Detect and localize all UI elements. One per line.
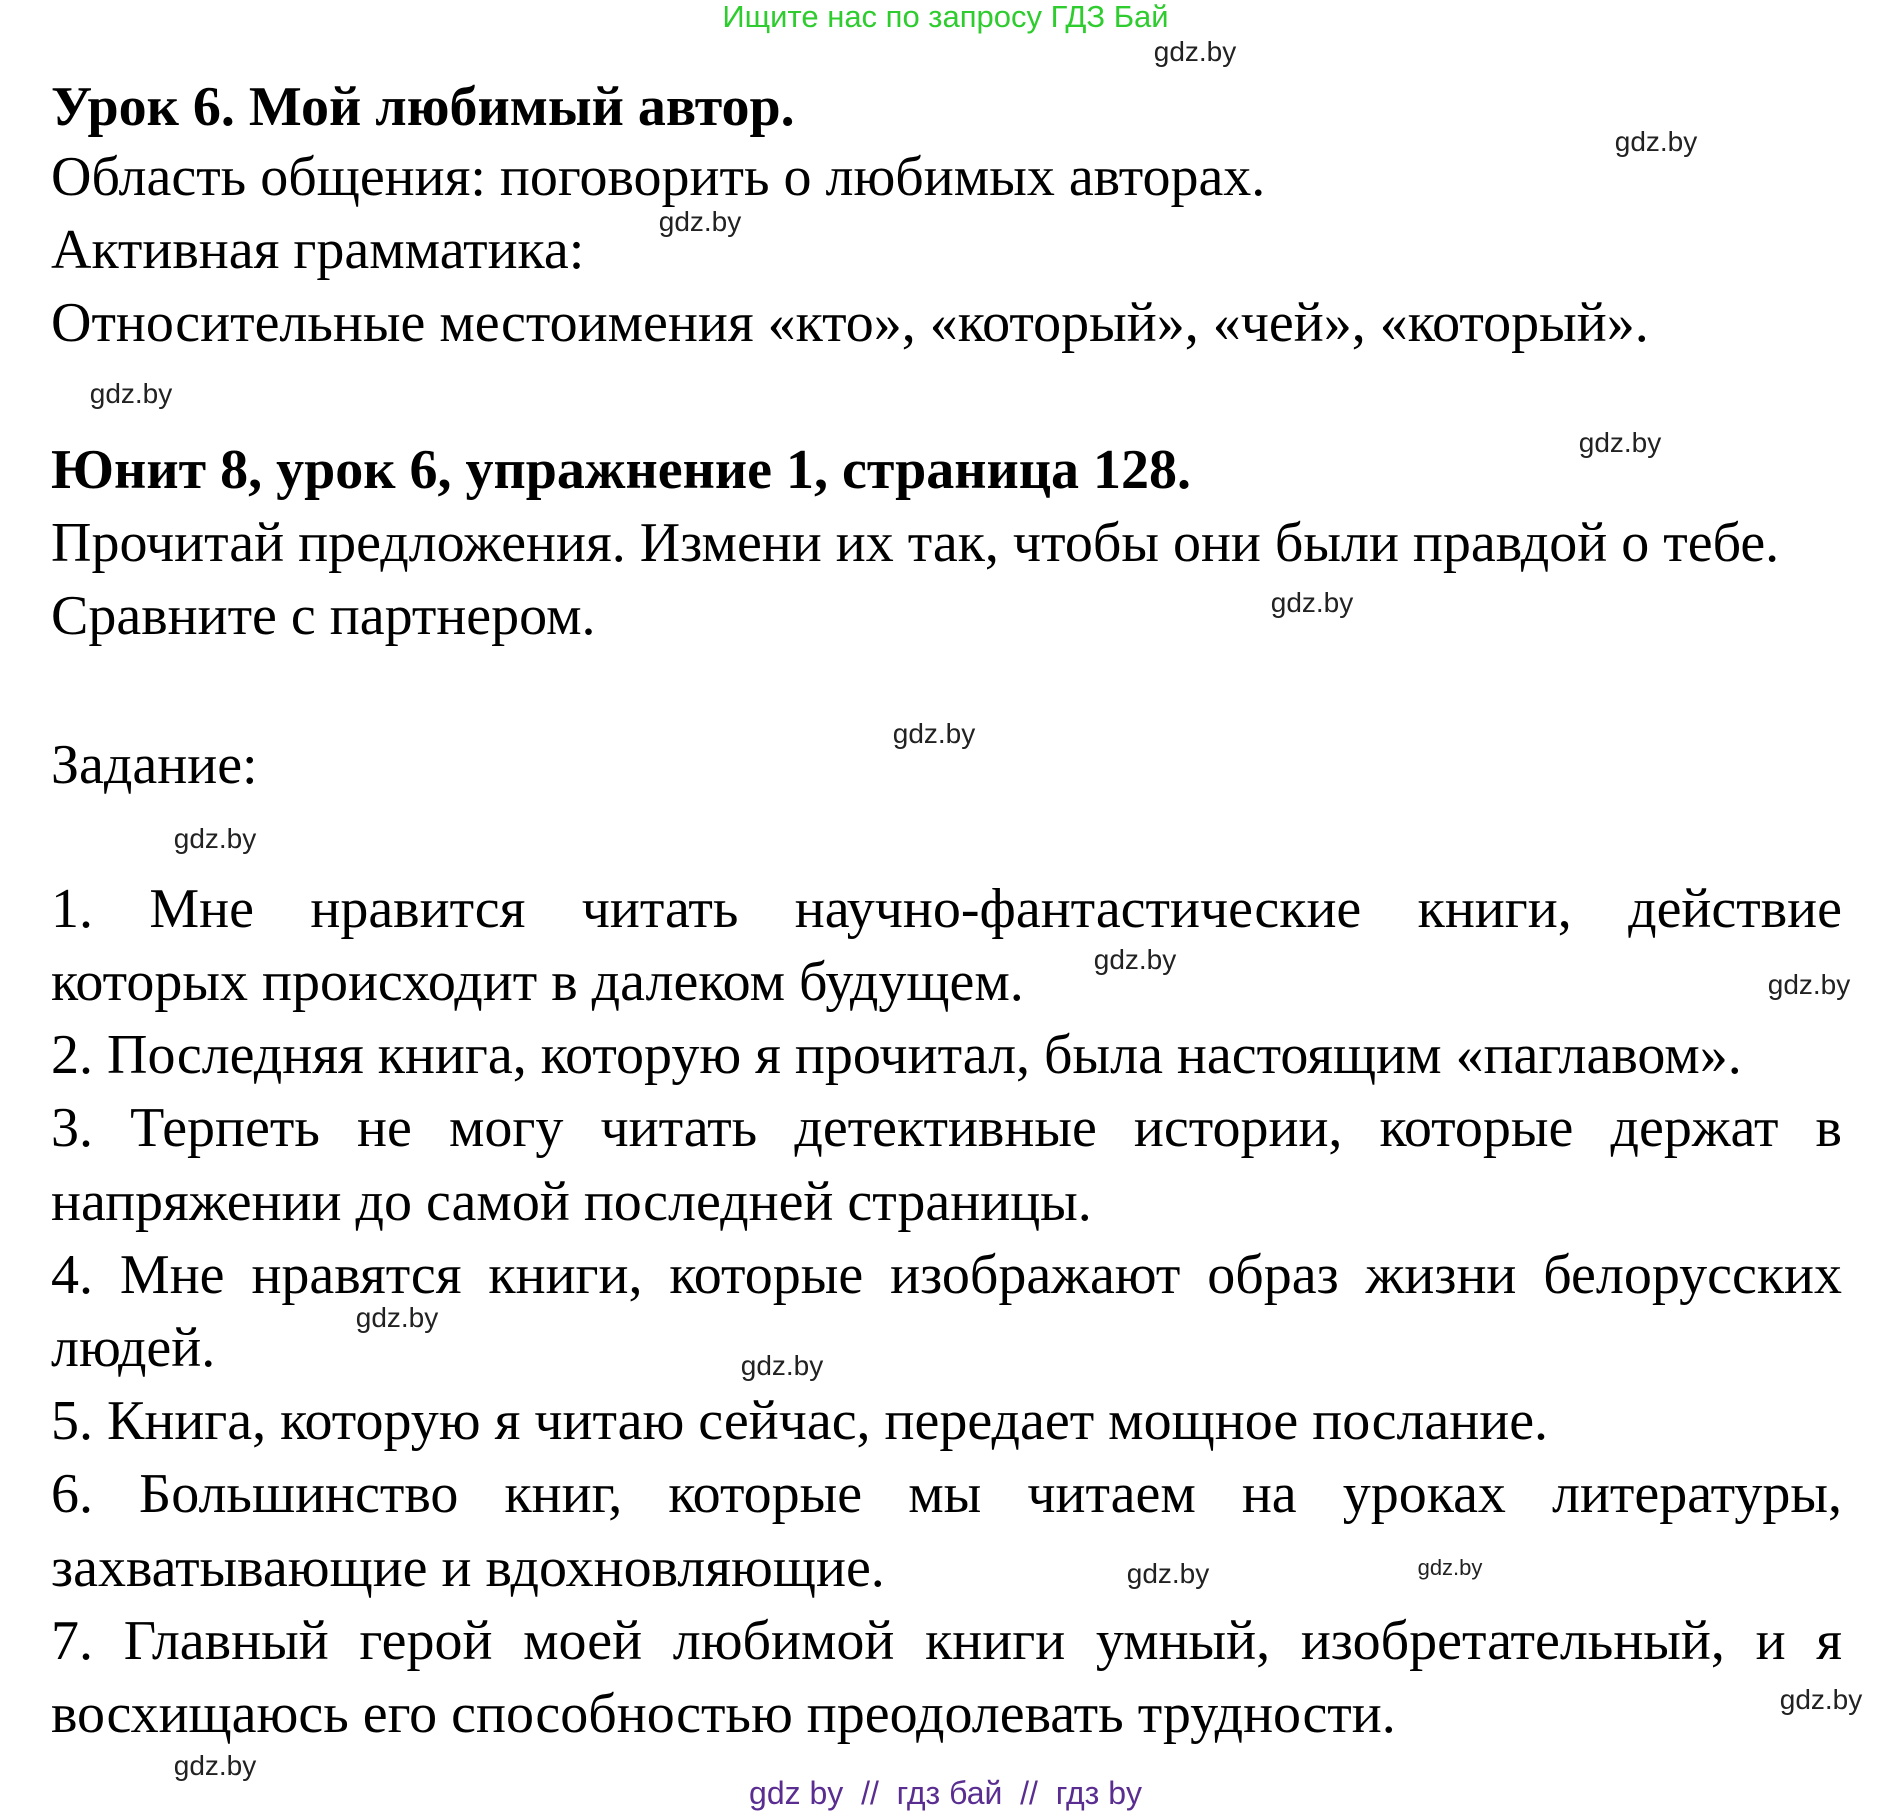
item-line: которых происходит в далеком будущем. (51, 951, 1024, 1013)
intro-line: Активная грамматика: (51, 219, 585, 281)
instruction-line: Сравните с партнером. (51, 585, 596, 647)
watermark: gdz.by (1779, 1684, 1863, 1715)
search-banner: Ищите нас по запросу ГДЗ Бай (722, 0, 1169, 34)
item-line: напряжении до самой последней страницы. (51, 1171, 1092, 1233)
watermark: gdz.by (355, 1302, 439, 1333)
watermark: gdz.by (173, 823, 257, 854)
watermark: gdz.by (89, 378, 173, 409)
watermark: gdz.by (1417, 1555, 1483, 1580)
watermark: gdz.by (1767, 969, 1851, 1000)
watermark: gdz.by (740, 1350, 824, 1381)
lesson-title: Урок 6. Мой любимый автор. (51, 76, 795, 138)
watermark: gdz.by (892, 718, 976, 749)
watermark: gdz.by (1270, 587, 1354, 618)
item-line: людей. (51, 1317, 216, 1379)
watermark: gdz.by (1578, 427, 1662, 458)
item-line: 6. Большинство книг, которые мы читаем на уроках литературы, (51, 1463, 1842, 1525)
item-line: 2. Последняя книга, которую я прочитал, была настоящим «паглавом». (51, 1024, 1742, 1086)
watermark: gdz.by (173, 1750, 257, 1781)
item-line: захватывающие и вдохновляющие. (51, 1537, 885, 1599)
watermark: gdz.by (1093, 944, 1177, 975)
item-line: 1. Мне нравится читать научно-фантастические книги, действие (51, 878, 1842, 940)
watermark: gdz.by (658, 206, 742, 237)
item-line: 3. Терпеть не могу читать детективные истории, которые держат в (51, 1097, 1842, 1159)
item-line: 4. Мне нравятся книги, которые изображают образ жизни белорусских (51, 1244, 1842, 1306)
intro-line: Область общения: поговорить о любимых авторах. (51, 146, 1266, 208)
task-label: Задание: (51, 734, 258, 796)
footer-links: gdz by // гдз бай // гдз by (749, 1775, 1142, 1811)
watermark: gdz.by (1126, 1558, 1210, 1589)
instruction-line: Прочитай предложения. Измени их так, чтобы они были правдой о тебе. (51, 512, 1780, 574)
item-line: восхищаюсь его способностью преодолевать трудности. (51, 1683, 1396, 1745)
watermark: gdz.by (1153, 36, 1237, 67)
intro-line: Относительные местоимения «кто», «который», «чей», «который». (51, 292, 1649, 354)
exercise-title: Юнит 8, урок 6, упражнение 1, страница 128. (51, 439, 1192, 501)
item-line: 7. Главный герой моей любимой книги умный, изобретательный, и я (51, 1610, 1842, 1672)
item-line: 5. Книга, которую я читаю сейчас, передает мощное послание. (51, 1390, 1549, 1452)
watermark: gdz.by (1614, 126, 1698, 157)
